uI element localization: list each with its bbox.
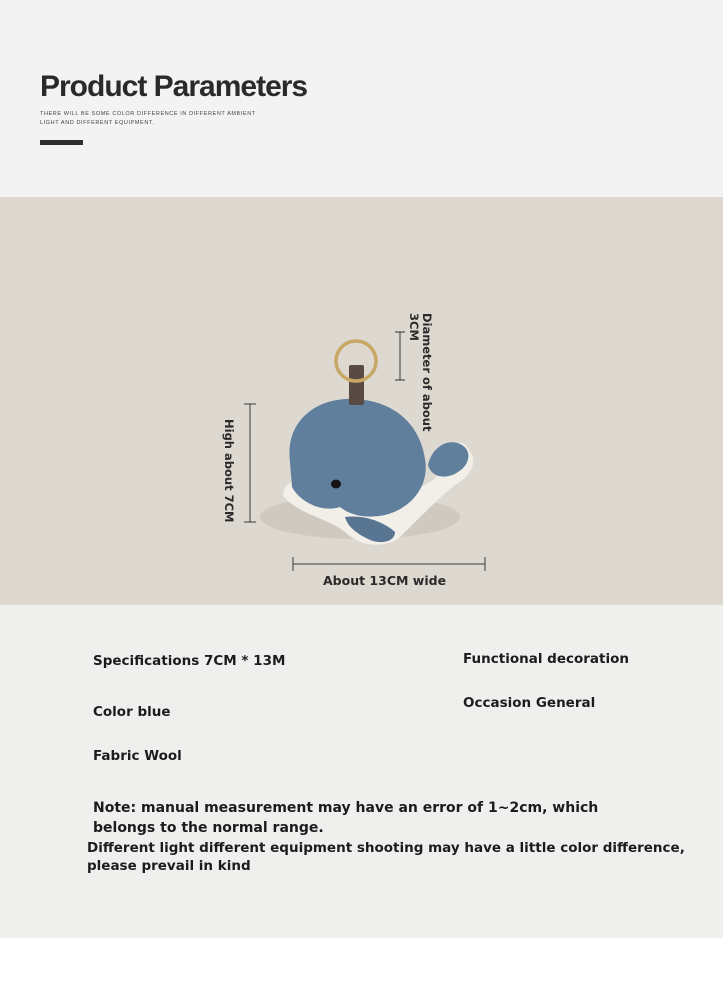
diameter-label	[407, 313, 433, 432]
color-disclaimer: THERE WILL BE SOME COLOR DIFFERENCE IN DIFFERENT AMBIENT LIGHT AND DIFFERENT EQUIPMENT.	[40, 111, 256, 126]
title-underline	[40, 140, 83, 145]
product-photo	[0, 197, 723, 605]
spec-fabric: Fabric Wool	[93, 748, 182, 764]
width-label: About 13CM wide	[323, 573, 447, 588]
whale-eye	[331, 480, 341, 489]
leather-strap	[349, 365, 364, 405]
header-section	[0, 0, 723, 197]
diameter-label-line1: Diameter of about	[420, 313, 434, 432]
specs-section	[0, 605, 723, 938]
spec-functional: Functional decoration	[463, 651, 630, 667]
measurement-note: Note: manual measurement may have an error of 1~2cm, which belongs to the normal range.	[93, 800, 599, 836]
whale-body	[289, 399, 425, 517]
footer-blank	[0, 938, 723, 990]
page-title: Product Parameters	[40, 70, 308, 103]
spec-occasion: Occasion General	[463, 695, 596, 711]
diameter-label-line2: 3CM	[407, 313, 421, 341]
height-label: High about 7CM	[222, 419, 236, 523]
spec-color: Color blue	[93, 704, 171, 720]
color-note: Different light different equipment shooting may have a little color difference, please prevail in kind	[87, 840, 685, 874]
whale-keychain-illustration	[0, 197, 723, 605]
spec-specifications: Specifications 7CM * 13M	[93, 653, 286, 669]
